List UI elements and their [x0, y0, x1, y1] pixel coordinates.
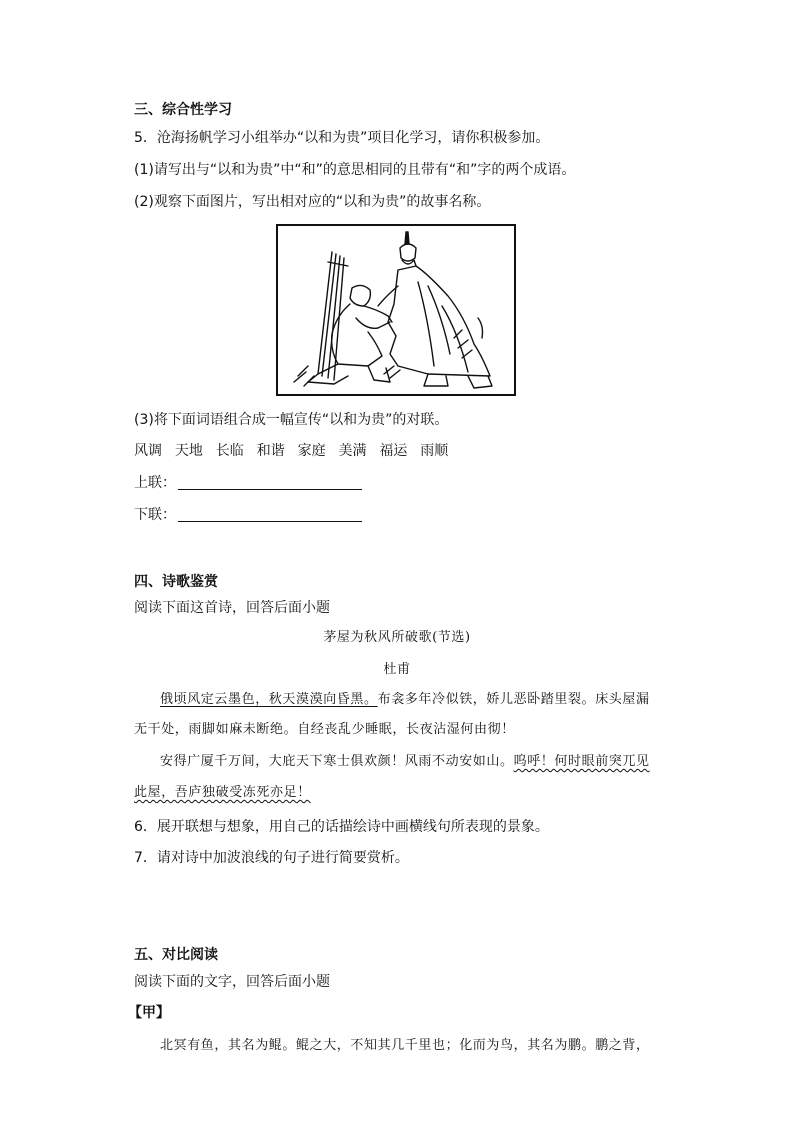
illustration-drawing: [278, 226, 514, 394]
poem-title: 茅屋为秋风所破歌(节选): [323, 630, 471, 645]
poem-intro: 阅读下面这首诗，回答后面小题: [134, 600, 330, 616]
upper-couplet-row: [134, 473, 362, 493]
poem-line-3: [160, 752, 650, 772]
section-3-heading: 三、综合性学习: [134, 102, 232, 118]
poem-line-1-rest: 布衾多年冷似铁，娇儿恶卧踏里裂。床头屋漏: [377, 692, 650, 707]
couplet-word-list: 风调 天地 长临 和谐 家庭 美满 福运 雨顺: [134, 443, 449, 459]
lower-couplet-blank[interactable]: [178, 507, 362, 522]
passage-label-jia: 【甲】: [128, 1005, 170, 1021]
poem-line-4: [134, 783, 311, 803]
compare-intro: 阅读下面的文字，回答后面小题: [134, 974, 330, 990]
poem-line-2: 无干处，雨脚如麻未断绝。自经丧乱少睡眠，长夜沾湿何由彻！: [134, 722, 515, 737]
question-7: 7．请对诗中加波浪线的句子进行简要赏析。: [134, 850, 409, 866]
poem-line-1: [160, 690, 650, 710]
poem-wavy-sentence-part-2: 此屋，吾庐独破受冻死亦足！: [134, 785, 311, 800]
question-6: 6．展开联想与想象，用自己的话描绘诗中画横线句所表现的景象。: [134, 819, 549, 835]
upper-couplet-label: 上联：: [134, 475, 176, 491]
section-5-heading: 五、对比阅读: [134, 947, 218, 963]
lower-couplet-label: 下联：: [134, 507, 176, 523]
poem-author: 杜甫: [383, 662, 411, 677]
upper-couplet-blank[interactable]: [178, 475, 362, 490]
question-5-part-2: (2)观察下面图片，写出相对应的“以和为贵”的故事名称。: [134, 194, 491, 210]
poem-wavy-sentence-part-1: 呜呼！何时眼前突兀见: [513, 754, 650, 769]
question-5-stem: 5．沧海扬帆学习小组举办“以和为贵”项目化学习，请你积极参加。: [134, 130, 550, 146]
section-4-heading: 四、诗歌鉴赏: [134, 574, 218, 590]
poem-line-3-plain: 安得广厦千万间，大庇天下寒士俱欢颜！风雨不动安如山。: [160, 754, 514, 769]
lower-couplet-row: [134, 505, 362, 525]
passage-jia-text: 北冥有鱼，其名为鲲。鲲之大，不知其几千里也；化而为鸟，其名为鹏。鹏之背，: [160, 1038, 650, 1053]
question-5-part-1: (1)请写出与“以和为贵”中“和”的意思相同的且带有“和”字的两个成语。: [134, 162, 576, 178]
poem-underlined-sentence: 俄顷风定云墨色，秋天漠漠向昏黑。: [160, 692, 378, 707]
question-5-part-3: (3)将下面词语组合成一幅宣传“以和为贵”的对联。: [134, 412, 449, 428]
story-illustration: [276, 224, 516, 396]
